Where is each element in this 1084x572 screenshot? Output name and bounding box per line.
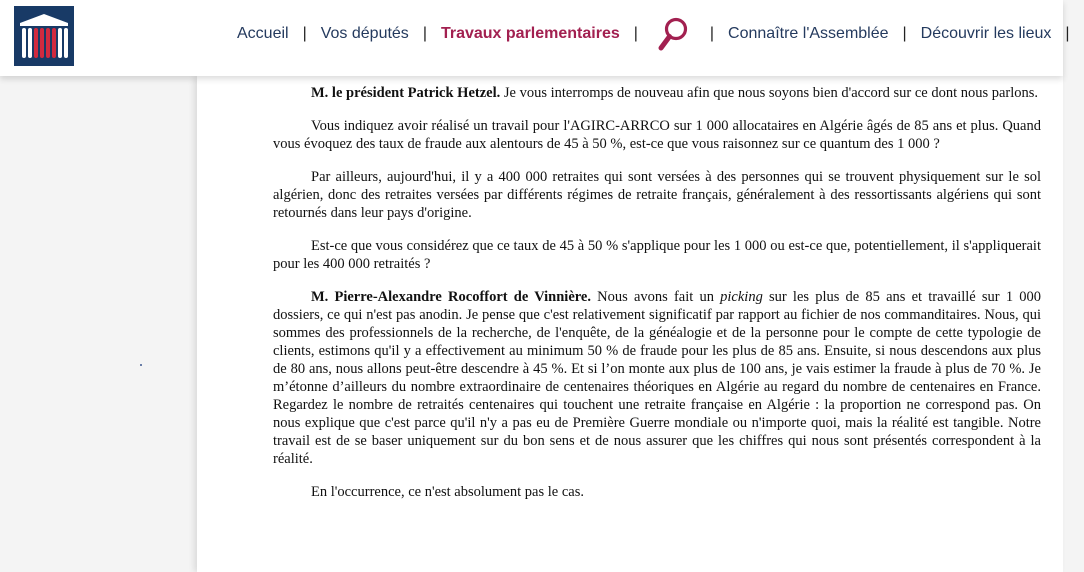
paragraph-text: Est-ce que vous considérez que ce taux de 45 à 50 % s'applique pour les 1 000 ou est-ce que, potentiellement, il s'appliquerait pour les 400 000 retraités ? [273, 238, 1041, 272]
paragraph-president-hetzel [273, 84, 1041, 102]
left-margin [0, 76, 197, 572]
paragraph-text: Je vous interromps de nouveau afin que nous soyons bien d'accord sur ce dont nous parlons. [500, 85, 1039, 101]
nav-separator: | [633, 25, 638, 42]
paragraph-text: Nous avons fait un [591, 289, 721, 305]
nav-connaitre-assemblee[interactable]: Connaître l'Assemblée [728, 25, 889, 42]
nav-separator: | [422, 25, 427, 42]
site-header [0, 0, 1070, 76]
nav-separator: | [302, 25, 307, 42]
nav-travaux-parlementaires[interactable]: Travaux parlementaires [440, 25, 620, 42]
paragraph-text: sur les plus de 85 ans et travaillé sur 1 000 dossiers, ce qui n'est pas anodin. Je pense que c'est relativement significatif par rapport au fichier de nos commanditaires. Nous, qui sommes des professionnels de la recherche, de l'enquête, de la généalogie et de la personne pour le compte de cette typologie de clients, estimons qu'il y a effectivement au minimum 50 % de fraude pour les plus de 85 ans. Ensuite, si nous descendons aux plus de 80 ans, nous allons peut-être descendre à 45 %. Et si l’on monte aux plus de 100 ans, je vais estimer la fraude à plus de 70 %. Je m’étonne d’ailleurs du nombre extraordinaire de centenaires théoriques en Algérie au regard du nombre de centenaires en France. Regardez le nombre de retraités centenaires qui touchent une retraite française en Algérie : la proportion ne correspond pas. On nous explique que c'est parce qu'il n'y a pas eu de Première Guerre mondiale ou n'importe quoi, mais la réalité est tangible. Notre travail est de se baser uniquement sur du bon sens et de nous assurer que les chiffres qui nous sont présentés correspondent à la réalité. [273, 289, 1041, 467]
margin-dot [140, 364, 142, 366]
nav-accueil[interactable]: Accueil [237, 25, 289, 42]
assemblee-logo[interactable] [14, 6, 74, 66]
emphasis-text: picking [720, 289, 763, 305]
nav-vos-deputes[interactable]: Vos députés [320, 25, 409, 42]
paragraph-text: Vous indiquez avoir réalisé un travail pour l'AGIRC-ARRCO sur 1 000 allocataires en Algérie âgés de 85 ans et plus. Quand vous évoquez des taux de fraude aux alentours de 45 à 50 %, est-ce que vous raisonnez sur ce quantum des 1 000 ? [273, 118, 1041, 152]
nav-decouvrir-lieux[interactable]: Découvrir les lieux [920, 25, 1052, 42]
speaker-name: M. Pierre-Alexandre Rocoffort de Vinnière. [311, 289, 591, 305]
search-icon[interactable] [658, 16, 690, 52]
hemicycle-icon [14, 6, 74, 66]
nav-separator: | [709, 25, 715, 42]
paragraph-text: En l'occurrence, ce n'est absolument pas le cas. [311, 484, 584, 500]
paragraph-text: Par ailleurs, aujourd'hui, il y a 400 000 retraites qui sont versées à des personnes qui se trouvent physiquement sur le sol algérien, donc des retraites versées par différents régimes de retraite français, généralement à des ressortissants algériens qui sont retournés dans leur pays d'origine. [273, 169, 1041, 221]
nav-separator: | [1065, 25, 1070, 42]
nav-separator: | [902, 25, 907, 42]
speaker-name: M. le président Patrick Hetzel. [311, 85, 501, 101]
transcript-content [273, 84, 1041, 516]
main-nav [237, 22, 1084, 46]
transcript-page [197, 76, 1063, 572]
paragraph-rocoffort [273, 288, 1041, 468]
